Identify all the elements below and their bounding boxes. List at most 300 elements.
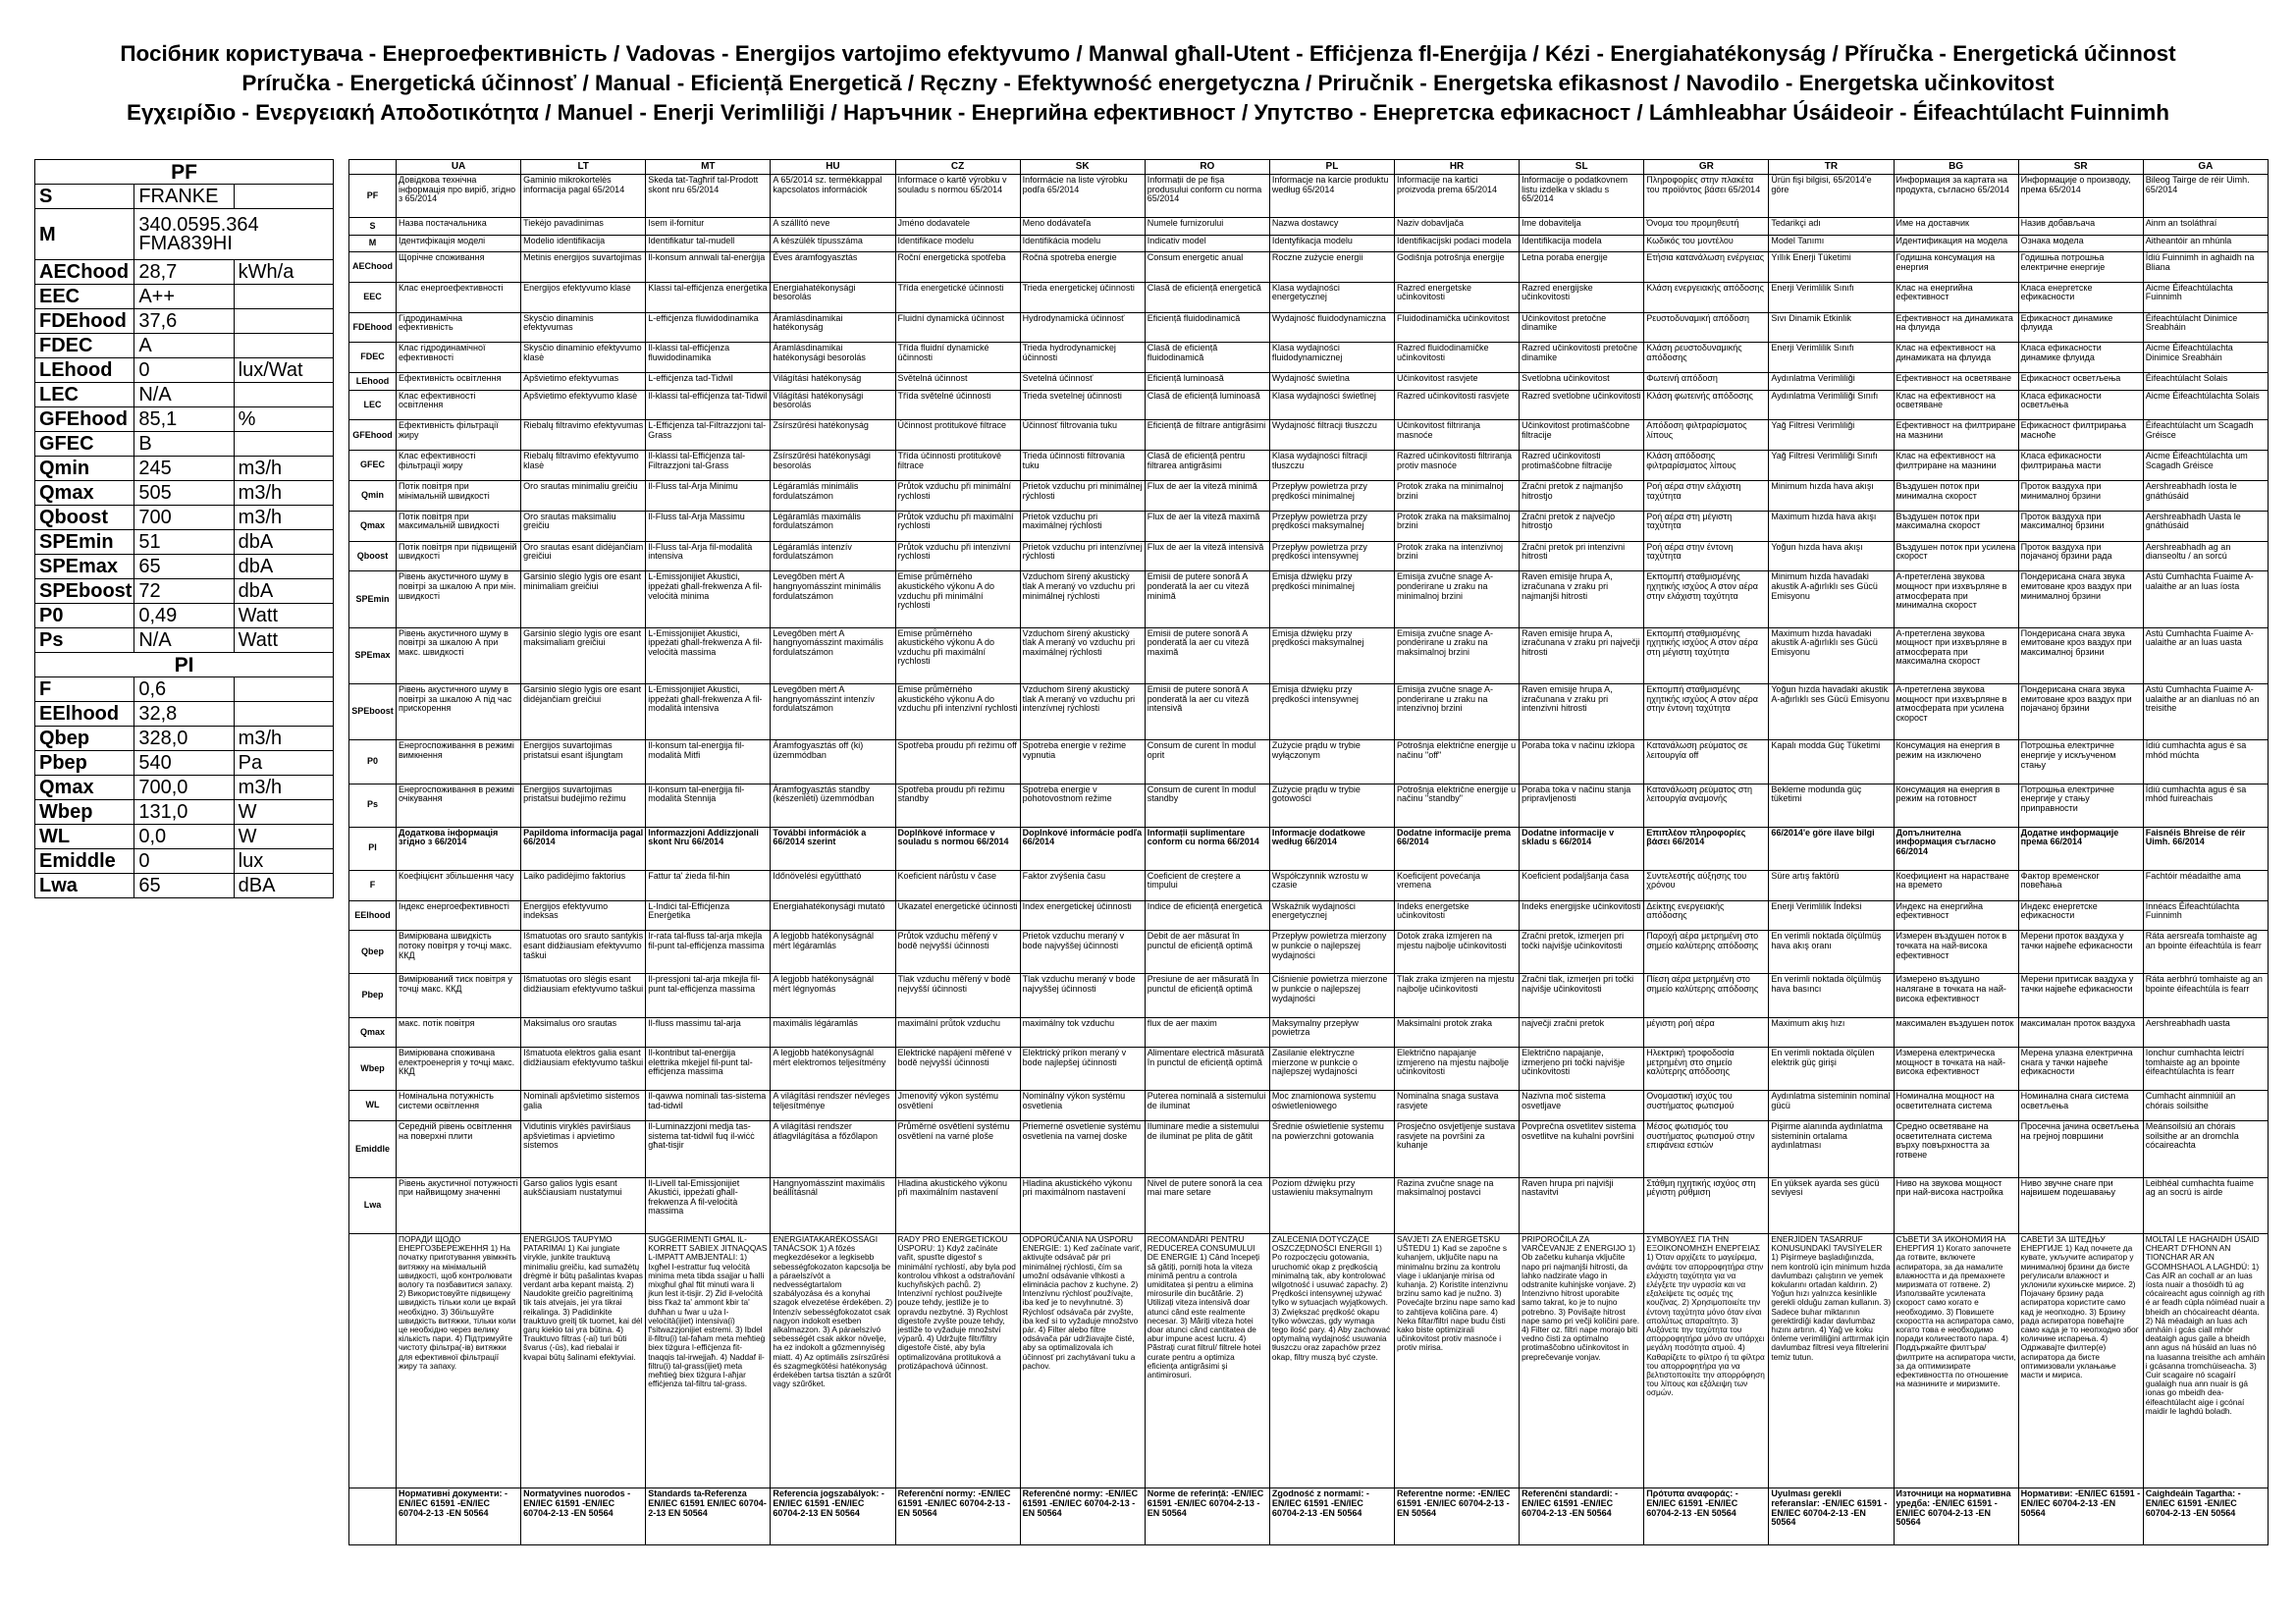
translation-cell: Prietok vzduchu pri intenzívnej rýchlosti	[1020, 541, 1145, 571]
translation-cell: Κατανάλωση ρεύματος στη λειτουργία αναμονής	[1644, 784, 1769, 827]
translation-cell: Ефикасност филтрирања масноће	[2018, 420, 2143, 451]
spec-value: 131,0	[134, 800, 234, 825]
translation-cell: Éifeachtúlacht Solais	[2143, 373, 2268, 390]
spec-key: Qboost	[35, 506, 134, 530]
translation-cell: Koeficient nárůstu v čase	[895, 870, 1020, 900]
translation-cell: Garsinio slėgio lygis ore esant didėjančiam greičiui	[521, 684, 646, 740]
translation-cell: Protok zraka na minimalnoj brzini	[1395, 480, 1520, 511]
translation-cell: Клас енергоефективності	[397, 282, 521, 312]
translation-cell: Cumhacht ainmniúil an chórais soilsithe	[2143, 1091, 2268, 1121]
spec-key: P0	[35, 604, 134, 628]
translation-cell: Zasilanie elektryczne mierzone w punkcie o najlepszej wydajności	[1269, 1048, 1394, 1091]
translation-cell: Spotřeba proudu při režimu off	[895, 740, 1020, 784]
translation-cell: Aershreabhadh Uasta le gnáthúsáid	[2143, 511, 2268, 541]
pf-header-row	[35, 160, 334, 185]
translation-cell: Áramfogyasztás standby (készenléti) üzemmódban	[771, 784, 895, 827]
energy-saving-tips: ENERGIJOS TAUPYMO PATARIMAI 1) Kai jungiate virykle, junkite trauktuvą minimaliu greičiu, kad sumažėtų drėgmė ir būtų pašalintas kvapas verdant arba kepant maistą. 2) Naudokite greičio pagreitinimą tik tais atvejais, jei yra tikrai reikalinga. 3) Padidinkite trauktuvo greitį tik tuomet, kai dėl garų kiekio tai yra būtina. 4) Trauktuvo filtras (-ai) turi būti švarus (-ūs), kad riebalai ir kvapai būtų šalinami efektyviai.	[521, 1233, 646, 1488]
translation-cell: Przepływ powietrza przy prędkości minimalnej	[1269, 480, 1394, 511]
lang-header-ua: UA	[397, 160, 521, 175]
translation-cell: Wydajność świetlna	[1269, 373, 1394, 390]
translation-cell: Wskaźnik wydajności energetycznej	[1269, 900, 1394, 931]
translation-cell: Zračni pretok pri intenzivni hitrosti	[1520, 541, 1644, 571]
spec-key: GFEC	[35, 432, 134, 457]
translation-cell: Raven emisije hrupa A, izračunana v zraku pri največji hitrosti	[1520, 627, 1644, 683]
translation-cell: Emise průměrného akustického výkonu A do vzduchu při intenzivní rychlosti	[895, 684, 1020, 740]
grid-row-speboost	[349, 684, 2269, 740]
translation-cell: Električno napajanje, izmerjeno pri točki najvišje učinkovitosti	[1520, 1048, 1644, 1091]
translation-cell: Prietok vzduchu meraný v bode najvyššej účinnosti	[1020, 931, 1145, 974]
translation-cell: Flux de aer la viteză intensivă	[1145, 541, 1269, 571]
reference-standards: Referentne norme: -EN/IEC 61591 -EN/IEC 60704-2-13 -EN 50564	[1395, 1488, 1520, 1545]
translation-cell: Informacije na kartici proizvoda prema 65/2014	[1395, 175, 1520, 218]
translation-cell: Il-klassi tal-effiċjenza fluwidodinamika	[646, 343, 771, 373]
translation-cell: L-Emissjonijiet Akustiċi, ippeżati għall-frekwenza A fil-modalità intensiva	[646, 684, 771, 740]
translation-cell: Energiahatékonysági besorolás	[771, 282, 895, 312]
translation-cell: Innéacs Éifeachtúlachta Fuinnimh	[2143, 900, 2268, 931]
spec-unit: lux	[234, 849, 333, 874]
spec-value: 0,0	[134, 825, 234, 849]
translation-cell: Meánsoilsiú an chórais soilsithe ar an dromchla cócaireachta	[2143, 1121, 2268, 1177]
spec-row	[35, 776, 334, 800]
translation-cell: Energijos efektyvumo indeksas	[521, 900, 646, 931]
translation-cell: А-претеглена звукова мощност при изхвърляне в атмосферата при минимална скорост	[1894, 571, 2018, 627]
translation-cell: Minimum hızda havadaki akustik A-ağırlıklı ses Gücü Emisyonu	[1769, 571, 1894, 627]
translation-cell: Клас ефективності освітлення	[397, 390, 521, 420]
row-label: EEC	[349, 282, 397, 312]
translation-cell: Bekleme modunda güç tüketimi	[1769, 784, 1894, 827]
translation-cell: Проток ваздуха при минималној брзини	[2018, 480, 2143, 511]
reference-standards: Uyulması gerekli referanslar: -EN/IEC 61591 -EN/IEC 60704-2-13 -EN 50564	[1769, 1488, 1894, 1545]
spec-row	[35, 334, 334, 358]
spec-unit: dBA	[234, 874, 333, 898]
translation-cell: Emise průměrného akustického výkonu A do vzduchu při maximální rychlosti	[895, 627, 1020, 683]
translation-cell: Világítási hatékonyság	[771, 373, 895, 390]
translation-cell: Emisii de putere sonoră A ponderată la aer cu viteză minimă	[1145, 571, 1269, 627]
translation-cell: Clasă de eficiență fluidodinamică	[1145, 343, 1269, 373]
translation-cell: Svetelná účinnosť	[1020, 373, 1145, 390]
row-label	[349, 1233, 397, 1488]
reference-standards: Referenčné normy: -EN/IEC 61591 -EN/IEC 60704-2-13 -EN 50564	[1020, 1488, 1145, 1545]
translation-cell: Razred učinkovitosti rasvjete	[1395, 390, 1520, 420]
row-label: S	[349, 218, 397, 235]
translation-cell: L-Indiċi tal-Effiċjenza Enerġetika	[646, 900, 771, 931]
translation-cell: Δείκτης ενεργειακής απόδοσης	[1644, 900, 1769, 931]
translation-cell: Maximum akış hızı	[1769, 1017, 1894, 1048]
translation-cell: Hangnyomásszint maximális beállításnál	[771, 1177, 895, 1233]
translation-cell: Puterea nominală a sistemului de iluminat	[1145, 1091, 1269, 1121]
translation-cell: Identifikace modelu	[895, 235, 1020, 251]
translation-cell: A legjobb hatékonyságnál mért elektromos teljesítmény	[771, 1048, 895, 1091]
title-line-3: Εγχειρίδιο - Ενεργειακή Αποδοτικότητα / Manuel - Enerji Verimliliği / Наръчник - Енергийна ефективност / Упутство - Енергетска ефикасност / Lámhleabhar Úsáideoir - Éifeachtúlacht Fuinnimh	[126, 100, 2170, 125]
spec-row	[35, 555, 334, 579]
grid-row-lehood	[349, 373, 2269, 390]
spec-row	[35, 579, 334, 604]
translation-cell: Aydınlatma Verimliliği Sınıfı	[1769, 390, 1894, 420]
translation-cell: Letna poraba energije	[1520, 252, 1644, 283]
spec-key: SPEmin	[35, 530, 134, 555]
translation-cell: Wydajność fluidodynamiczna	[1269, 312, 1394, 343]
translation-cell: Priemerné osvetlenie systému osvetlenia na varnej doske	[1020, 1121, 1145, 1177]
translation-cell: Spotreba energie v pohotovostnom režime	[1020, 784, 1145, 827]
translation-cell: Консумация на енергия в режим на готовност	[1894, 784, 2018, 827]
grid-row-spemax	[349, 627, 2269, 683]
translation-cell: Пондерисана снага звука емитоване кроз ваздух при појачаној брзини	[2018, 684, 2143, 740]
translation-cell: Потік повітря при мінімальній швидкості	[397, 480, 521, 511]
translation-cell: Εκπομπή σταθμισμένης ηχητικής ισχύος Α στον αέρα στην έντονη ταχύτητα	[1644, 684, 1769, 740]
spec-unit: dbA	[234, 579, 333, 604]
translation-cell: Potrošnja električne energije u načinu "standby"	[1395, 784, 1520, 827]
lang-header-hr: HR	[1395, 160, 1520, 175]
translation-cell: Riebalų filtravimo efektyvumo klasė	[521, 451, 646, 481]
translation-cell: Učinkovitost pretočne dinamike	[1520, 312, 1644, 343]
translation-cell: Il-Livell tal-Emissjonijiet Akustiċi, ippeżati għall-frekwenza A fil-veloċità massima	[646, 1177, 771, 1233]
translation-cell: Emisja dźwięku przy prędkości maksymalnej	[1269, 627, 1394, 683]
row-label: F	[349, 870, 397, 900]
lang-header-ro: RO	[1145, 160, 1269, 175]
translation-cell: Ainm an tsoláthraí	[2143, 218, 2268, 235]
row-label: LEC	[349, 390, 397, 420]
translation-cell: Потік повітря при підвищеній швидкості	[397, 541, 521, 571]
spec-row	[35, 677, 334, 702]
translation-cell: Κλάση απόδοσης φιλτραρίσματος λίπους	[1644, 451, 1769, 481]
translation-cell: Tlak vzduchu meraný v bode najvyššej účinnosti	[1020, 974, 1145, 1017]
translation-cell: Il-kontribut tal-enerġija elettrika mkejjel fil-punt tal-effiċjenza massima	[646, 1048, 771, 1091]
translation-cell: Razred energetske učinkovitosti	[1395, 282, 1520, 312]
translation-cell: Ефективність фільтрації жиру	[397, 420, 521, 451]
spec-key: EEC	[35, 285, 134, 309]
spec-key: SPEmax	[35, 555, 134, 579]
translation-cell: Коефіцієнт збільшення часу	[397, 870, 521, 900]
translation-cell: Maksymalny przepływ powietrza	[1269, 1017, 1394, 1048]
spec-row	[35, 260, 334, 285]
translation-cell: maximální průtok vzduchu	[895, 1017, 1020, 1048]
grid-row-s	[349, 218, 2269, 235]
translation-cell: Trieda svetelnej účinnosti	[1020, 390, 1145, 420]
translation-cell: Ídiú Fuinnimh in aghaidh na Bliana	[2143, 252, 2268, 283]
energy-saving-tips: ZALECENIA DOTYCZĄCE OSZCZĘDNOŚCI ENERGII 1) Po rozpoczęciu gotowania, uruchomić okap z prędkością minimalną tak, aby kontrolować wilgotność i usuwać zapachy. 2) Prędkości intensywnej używać tylko w sytuacjach wyjątkowych. 3) Zwiększać prędkość okapu tylko wówczas, gdy wymaga tego ilość pary. 4) Aby zachować optymalną wydajność usuwania tłuszczu oraz zapachów przez okap, filtry muszą być czyste.	[1269, 1233, 1394, 1488]
translation-cell: Emisija zvučne snage A-ponderirane u zraku na minimalnoj brzini	[1395, 571, 1520, 627]
spec-unit: kWh/a	[234, 260, 333, 285]
spec-value: N/A	[134, 383, 234, 407]
spec-unit	[234, 285, 333, 309]
grid-row-f	[349, 870, 2269, 900]
spec-value: 540	[134, 751, 234, 776]
translation-cell: Maksimalni protok zraka	[1395, 1017, 1520, 1048]
grid-row-p0	[349, 740, 2269, 784]
translation-cell: Μέσος φωτισμός του συστήματος φωτισμού στην επιφάνεια εστιών	[1644, 1121, 1769, 1177]
translation-cell: Index energetickej účinnosti	[1020, 900, 1145, 931]
translation-cell: Vidutinis viryklės paviršiaus apšvietimas i apvietimo sistemos	[521, 1121, 646, 1177]
grid-row-pbep	[349, 974, 2269, 1017]
translation-cell: Protok zraka na intenzivnoj brzini	[1395, 541, 1520, 571]
translation-cell: Проток ваздуха при максималној брзини	[2018, 511, 2143, 541]
translation-cell: Informace o kartě výrobku v souladu s normou 65/2014	[895, 175, 1020, 218]
translation-cell: Nominálny výkon systému osvetlenia	[1020, 1091, 1145, 1121]
translation-cell: Въздушен поток при усилена скорост	[1894, 541, 2018, 571]
translation-cell: flux de aer maxim	[1145, 1017, 1269, 1048]
translation-cell: Trieda hydrodynamickej účinnosti	[1020, 343, 1145, 373]
translation-cell: En yüksek ayarda ses gücü seviyesi	[1769, 1177, 1894, 1233]
translation-cell: Účinnost protitukové filtrace	[895, 420, 1020, 451]
translation-cell: Średnie oświetlenie systemu na powierzchni gotowania	[1269, 1121, 1394, 1177]
spec-unit	[234, 383, 333, 407]
translation-cell: Razred učinkovitosti pretočne dinamike	[1520, 343, 1644, 373]
translation-cell: Elektrický príkon meraný v bode najlepšej účinnosti	[1020, 1048, 1145, 1091]
translation-cell: Πληροφορίες στην πλακέτα του προϊόντος βάσει 65/2014	[1644, 175, 1769, 218]
translation-cell: Informații de pe fișa produsului conform cu norma 65/2014	[1145, 175, 1269, 218]
spec-row	[35, 309, 334, 334]
translation-cell: Nazwa dostawcy	[1269, 218, 1394, 235]
spec-key: LEhood	[35, 358, 134, 383]
translation-cell: Клас на ефективност на филтриране на мазнини	[1894, 451, 2018, 481]
translation-cell: Мерени проток ваздуха у тачки највеће ефикасности	[2018, 931, 2143, 974]
translation-cell: Třída účinnosti protitukové filtrace	[895, 451, 1020, 481]
translation-cell: Energiahatékonysági mutató	[771, 900, 895, 931]
translation-cell: Fachtóir méadaithe ama	[2143, 870, 2268, 900]
spec-unit: W	[234, 800, 333, 825]
spec-value: B	[134, 432, 234, 457]
translation-cell: Ниво звучне снаге при највишем подешавању	[2018, 1177, 2143, 1233]
spec-value: FRANKE	[134, 185, 234, 209]
translation-cell: Ροή αέρα στη μέγιστη ταχύτητα	[1644, 511, 1769, 541]
translation-cell: Φωτεινή απόδοση	[1644, 373, 1769, 390]
translation-cell: En verimli noktada ölçülmüş hava basıncı	[1769, 974, 1894, 1017]
spec-key: Qmax	[35, 481, 134, 506]
translation-cell: Клас на ефективност на динамиката на флуида	[1894, 343, 2018, 373]
translation-cell: Leibhéal cumhachta fuaime ag an socrú is airde	[2143, 1177, 2268, 1233]
reference-standards: Нормативи: -EN/IEC 61591 -EN/IEC 60704-2-13 -EN 50564	[2018, 1488, 2143, 1545]
translation-cell: Időnövelési együttható	[771, 870, 895, 900]
translation-cell: L-Effiċjenza tal-Filtrazzjoni tal-Grass	[646, 420, 771, 451]
translation-cell: Klassi tal-effiċjenza enerġetika	[646, 282, 771, 312]
translation-cell: Faisnéis Bhreise de réir Uimh. 66/2014	[2143, 827, 2268, 870]
translation-cell: Nominalna snaga sustava rasvjete	[1395, 1091, 1520, 1121]
spec-value: 0,6	[134, 677, 234, 702]
translation-cell: Ροή αέρα στην έντονη ταχύτητα	[1644, 541, 1769, 571]
spec-key: S	[35, 185, 134, 209]
reference-standards: Standards ta-Referenza EN/IEC 61591 EN/IEC 60704-2-13 EN 50564	[646, 1488, 771, 1545]
row-label: SPEboost	[349, 684, 397, 740]
translation-cell: Išmatuotas oro slėgis esant didžiausiam efektyvumo taškui	[521, 974, 646, 1017]
translation-cell: Zračni pretok z največjo hitrostjo	[1520, 511, 1644, 541]
spec-value: 51	[134, 530, 234, 555]
row-label: FDEC	[349, 343, 397, 373]
energy-saving-tips: ΣΥΜΒΟΥΛΕΣ ΓΙΑ ΤΗΝ ΕΞΟΙΚΟΝΟΜΗΣΗ ΕΝΕΡΓΕΙΑΣ 1) Όταν αρχίζετε το μαγείρεμα, ανάψτε τον απορροφητήρα στην ελάχιστη ταχύτητα για να ελέγξετε την υγρασία και να εξαλείψετε τις οσμές της κουζίνας. 2) Χρησιμοποιείτε την έντονη ταχύτητα μόνο όταν είναι απολύτως απαραίτητο. 3) Αυξάνετε την ταχύτητα του απορροφητήρα μόνο αν υπάρχει μεγάλη ποσότητα ατμού. 4) Καθαρίζετε το φίλτρο ή τα φίλτρα του απορροφητήρα για να βελτιστοποιείτε την απορρόφηση του λίπους και εξάλειψη των οσμών.	[1644, 1233, 1769, 1488]
translation-cell: Il-Fluss tal-Arja fil-modalità intensiva	[646, 541, 771, 571]
translation-cell: Flux de aer la viteză maximă	[1145, 511, 1269, 541]
spec-key: F	[35, 677, 134, 702]
translation-cell: Назва постачальника	[397, 218, 521, 235]
translation-cell: Enerji Verimlilik İndeksi	[1769, 900, 1894, 931]
spec-row	[35, 383, 334, 407]
translation-cell: Пондерисана снага звука емитоване кроз ваздух при максималној брзини	[2018, 627, 2143, 683]
spec-value: 245	[134, 457, 234, 481]
spec-unit: Watt	[234, 604, 333, 628]
translation-cell: Indeks energijske učinkovitosti	[1520, 900, 1644, 931]
reference-standards-row	[349, 1488, 2269, 1545]
translation-cell: Przepływ powietrza mierzony w punkcie o najlepszej wydajności	[1269, 931, 1394, 974]
translation-cell: Světelná účinnost	[895, 373, 1020, 390]
energy-saving-tips: PRIPOROČILA ZA VARČEVANJE Z ENERGIJO 1) Ob začetku kuhanja vključite napo pri najmanjši hitrosti, da lahko nadzirate vlago in odstranite kuhinjske vonjave. 2) Intenzivno hitrost uporabite samo takrat, ko je to nujno potrebno. 3) Povišajte hitrost nape samo pri večji količini pare. 4) Filter oz. filtri nape morajo biti vedno čisti za optimalno protimaščobno učinkovitost in preprečevanje vonjav.	[1520, 1233, 1644, 1488]
translation-cell: Učinkovitost filtriranja masnoće	[1395, 420, 1520, 451]
spec-unit: dbA	[234, 555, 333, 579]
translation-cell: maximálny tok vzduchu	[1020, 1017, 1145, 1048]
translation-cell: Il-pressjoni tal-arja mkejla fil-punt tal-effiċjenza massima	[646, 974, 771, 1017]
translation-cell: Garsinio slėgio lygis ore esant maksimaliam greičiui	[521, 627, 646, 683]
translation-cell: Energijos efektyvumo klasė	[521, 282, 646, 312]
grid-row-lwa	[349, 1177, 2269, 1233]
translation-cell: Tlak vzduchu měřený v bodě nejvyšší účinnosti	[895, 974, 1020, 1017]
spec-row	[35, 800, 334, 825]
row-label: SPEmax	[349, 627, 397, 683]
grid-row-qmax	[349, 511, 2269, 541]
translation-cell: Oro srautas minimaliu greičiu	[521, 480, 646, 511]
translation-cell: Ефективност на филтриране на мазнини	[1894, 420, 2018, 451]
spec-unit	[234, 334, 333, 358]
translation-cell: Prietok vzduchu pri minimálnej rýchlosti	[1020, 480, 1145, 511]
row-label: Ps	[349, 784, 397, 827]
spec-unit: dbA	[234, 530, 333, 555]
translation-cell: Ефективність освітлення	[397, 373, 521, 390]
translation-cell: Ionchur cumhachta leictrí tomhaiste ag an bpointe éifeachtúlachta is fearr	[2143, 1048, 2268, 1091]
translation-cell: Hydrodynamická účinnosť	[1020, 312, 1145, 343]
translation-cell: Ráta aerbhrú tomhaiste ag an bpointe éifeachtúla is fearr	[2143, 974, 2268, 1017]
spec-value: 32,8	[134, 702, 234, 727]
translation-cell: Godišnja potrošnja energije	[1395, 252, 1520, 283]
translation-cell: Просечна јачина осветљења на грејној површини	[2018, 1121, 2143, 1177]
translation-cell: Alimentare electrică măsurată în punctul de eficiență optimă	[1145, 1048, 1269, 1091]
translation-cell: Éifeachtúlacht Dinimice Sreabháin	[2143, 312, 2268, 343]
translation-cell: Raven emisije hrupa A, izračunana v zraku pri intenzivni hitrosti	[1520, 684, 1644, 740]
translation-cell: Il-konsum tal-enerġija fil-modalità Mitfi	[646, 740, 771, 784]
translation-cell: Фактор временског повећања	[2018, 870, 2143, 900]
document-title	[0, 39, 2296, 128]
row-label: Qmax	[349, 511, 397, 541]
translation-cell: Levegőben mért A hangnyomásszint intenzív fordulatszámon	[771, 684, 895, 740]
translation-cell: Raven hrupa pri najvišji nastavitvi	[1520, 1177, 1644, 1233]
translation-cell: Aershreabhadh uasta	[2143, 1017, 2268, 1048]
reference-standards: Normatyvines nuorodos -EN/IEC 61591 -EN/IEC 60704-2-13 -EN 50564	[521, 1488, 646, 1545]
translation-cell: Emisii de putere sonoră A ponderată la aer cu viteză intensivă	[1145, 684, 1269, 740]
translation-cell: Dotok zraka izmjeren na mjestu najbolje učinkovitosti	[1395, 931, 1520, 974]
spec-key: SPEboost	[35, 579, 134, 604]
row-label: PI	[349, 827, 397, 870]
translation-cell: Номинална мощност на осветителната система	[1894, 1091, 2018, 1121]
translation-cell: L-Emissjonijiet Akustiċi, ippeżati għall-frekwenza A fil-veloċità minima	[646, 571, 771, 627]
spec-key: Wbep	[35, 800, 134, 825]
spec-row	[35, 530, 334, 555]
translation-cell: Moc znamionowa systemu oświetleniowego	[1269, 1091, 1394, 1121]
translation-cell: Πίεση αέρα μετρημένη στο σημείο καλύτερης απόδοσης	[1644, 974, 1769, 1017]
translation-cell: Pişirme alanında aydınlatma sisteminin ortalama aydınlatması	[1769, 1121, 1894, 1177]
translation-cell: Consum de curent în modul oprit	[1145, 740, 1269, 784]
reference-standards: Източници на нормативна уредба: -EN/IEC 61591 -EN/IEC 60704-2-13 -EN 50564	[1894, 1488, 2018, 1545]
pf-header: PF	[35, 160, 334, 185]
translation-cell: Poraba toka v načinu izklopa	[1520, 740, 1644, 784]
translation-cell: Ознака модела	[2018, 235, 2143, 251]
translation-cell: Ονομαστική ισχύς του συστήματος φωτισμού	[1644, 1091, 1769, 1121]
translation-cell: Il-konsum tal-enerġija fil-modalità Stennija	[646, 784, 771, 827]
translation-cell: Ρευστοδυναμική απόδοση	[1644, 312, 1769, 343]
translation-cell: Aershreabhadh íosta le gnáthúsáid	[2143, 480, 2268, 511]
translation-cell: Koeficijent povećanja vremena	[1395, 870, 1520, 900]
translation-cell: Il-konsum annwali tal-enerġija	[646, 252, 771, 283]
translation-cell: Ídiú cumhachta agus é sa mhód múchta	[2143, 740, 2268, 784]
translation-cell: A legjobb hatékonyságnál mért légnyomás	[771, 974, 895, 1017]
translation-cell: Yoğun hızda hava akışı	[1769, 541, 1894, 571]
translation-cell: 66/2014'e göre ilave bilgi	[1769, 827, 1894, 870]
translation-cell: Maximum hızda hava akışı	[1769, 511, 1894, 541]
translation-cell: Zsírszűrési hatékonysági besorolás	[771, 451, 895, 481]
grid-row-eec	[349, 282, 2269, 312]
translation-cell: Poraba toka v načinu stanja pripravljenosti	[1520, 784, 1644, 827]
row-label: Qmin	[349, 480, 397, 511]
translation-cell: Légáramlás minimális fordulatszámon	[771, 480, 895, 511]
spec-key: Qmin	[35, 457, 134, 481]
row-label: Qbep	[349, 931, 397, 974]
translation-cell: максималан проток ваздуха	[2018, 1017, 2143, 1048]
translation-cell: Εκπομπή σταθμισμένης ηχητικής ισχύος Α στον αέρα στη μέγιστη ταχύτητα	[1644, 627, 1769, 683]
translation-cell: Aicme Éifeachtúlachta Solais	[2143, 390, 2268, 420]
translation-cell: Consum energetic anual	[1145, 252, 1269, 283]
translation-cell: Гідродинамічна ефективність	[397, 312, 521, 343]
translation-cell: Середній рівень освітлення на поверхні плити	[397, 1121, 521, 1177]
translation-cell: Informacije o podatkovnem listu izdelka v skladu s 65/2014	[1520, 175, 1644, 218]
translation-cell: Papildoma informacija pagal 66/2014	[521, 827, 646, 870]
translation-cell: Nazivna moč sistema osvetljave	[1520, 1091, 1644, 1121]
translation-cell: Roczne zużycie energii	[1269, 252, 1394, 283]
spec-key: Emiddle	[35, 849, 134, 874]
title-line-1: Посібник користувача - Енергоефективність / Vadovas - Energijos vartojimo efektyvumo / Manwal għall-Utent - Effiċjenza fl-Enerġija / Kézi - Energiahatékonyság / Příručka - Energetická účinnost	[120, 41, 2176, 66]
translation-cell: Вимірювана споживана електроенергія у точці макс. ККД	[397, 1048, 521, 1091]
translation-cell: Средно осветяване на осветителната система върху повърхността за готвене	[1894, 1121, 2018, 1177]
spec-row	[35, 432, 334, 457]
translation-cell: Levegőben mért A hangnyomásszint minimális fordulatszámon	[771, 571, 895, 627]
translation-cell: Потрошња електричне енергије у стању приправности	[2018, 784, 2143, 827]
translation-cell: Razred svetlobne učinkovitosti	[1520, 390, 1644, 420]
translation-cell: Maksimalus oro srautas	[521, 1017, 646, 1048]
translation-cell: Trieda účinnosti filtrovania tuku	[1020, 451, 1145, 481]
translation-cell: Razina zvučne snage na maksimalnoj postavci	[1395, 1177, 1520, 1233]
spec-key: Qmax	[35, 776, 134, 800]
translation-cell: Ročná spotreba energie	[1020, 252, 1145, 283]
spec-value: 85,1	[134, 407, 234, 432]
lang-header-cz: CZ	[895, 160, 1020, 175]
translation-cell: Áramlásdinamikai hatékonysági besorolás	[771, 343, 895, 373]
translation-cell: Enerji Verimlilik Sınıfı	[1769, 343, 1894, 373]
lang-header-mt: MT	[646, 160, 771, 175]
translation-cell: Klasa wydajności energetycznej	[1269, 282, 1394, 312]
translation-cell: Мерени притисак ваздуха у тачки највеће ефикасности	[2018, 974, 2143, 1017]
translation-cell: Išmatuotas oro srauto santykis esant didžiausiam efektyvumo taškui	[521, 931, 646, 974]
translation-cell: Bileog Tairge de réir Uimh. 65/2014	[2143, 175, 2268, 218]
translation-cell: Išmatuota elektros galia esant didžiausiam efektyvumo taškui	[521, 1048, 646, 1091]
translation-cell: Sıvı Dinamik Etkinlik	[1769, 312, 1894, 343]
translation-cell: Wydajność filtracji tłuszczu	[1269, 420, 1394, 451]
translation-cell: Информация за картата на продукта, съгласно 65/2014	[1894, 175, 2018, 218]
translation-cell: Flux de aer la viteză minimă	[1145, 480, 1269, 511]
grid-row-m	[349, 235, 2269, 251]
translation-cell: Informacje dodatkowe według 66/2014	[1269, 827, 1394, 870]
translation-cell: Κλάση φωτεινής απόδοσης	[1644, 390, 1769, 420]
energy-saving-tips: САВЕТИ ЗА ШТЕДЊУ ЕНЕРГИЈЕ 1) Кад почнете да кувате, укључите аспиратор у минималној брзини да бисте регулисали влажност и уклонили кухињске мирисе. 2) Појачану брзину рада аспиратора користите само кад је неопходно. 3) Брзину рада аспиратора повећајте само када је то неопходно због количине испарења. 4) Одржавајте филтер(е) аспиратора да бисте оптимизовали уклањање масти и мириса.	[2018, 1233, 2143, 1488]
translation-cell: Emisii de putere sonoră A ponderată la aer cu viteză maximă	[1145, 627, 1269, 683]
row-label: Wbep	[349, 1048, 397, 1091]
translation-cell: Indicativ model	[1145, 235, 1269, 251]
spec-unit: m3/h	[234, 727, 333, 751]
row-label	[349, 1488, 397, 1545]
spec-row	[35, 457, 334, 481]
